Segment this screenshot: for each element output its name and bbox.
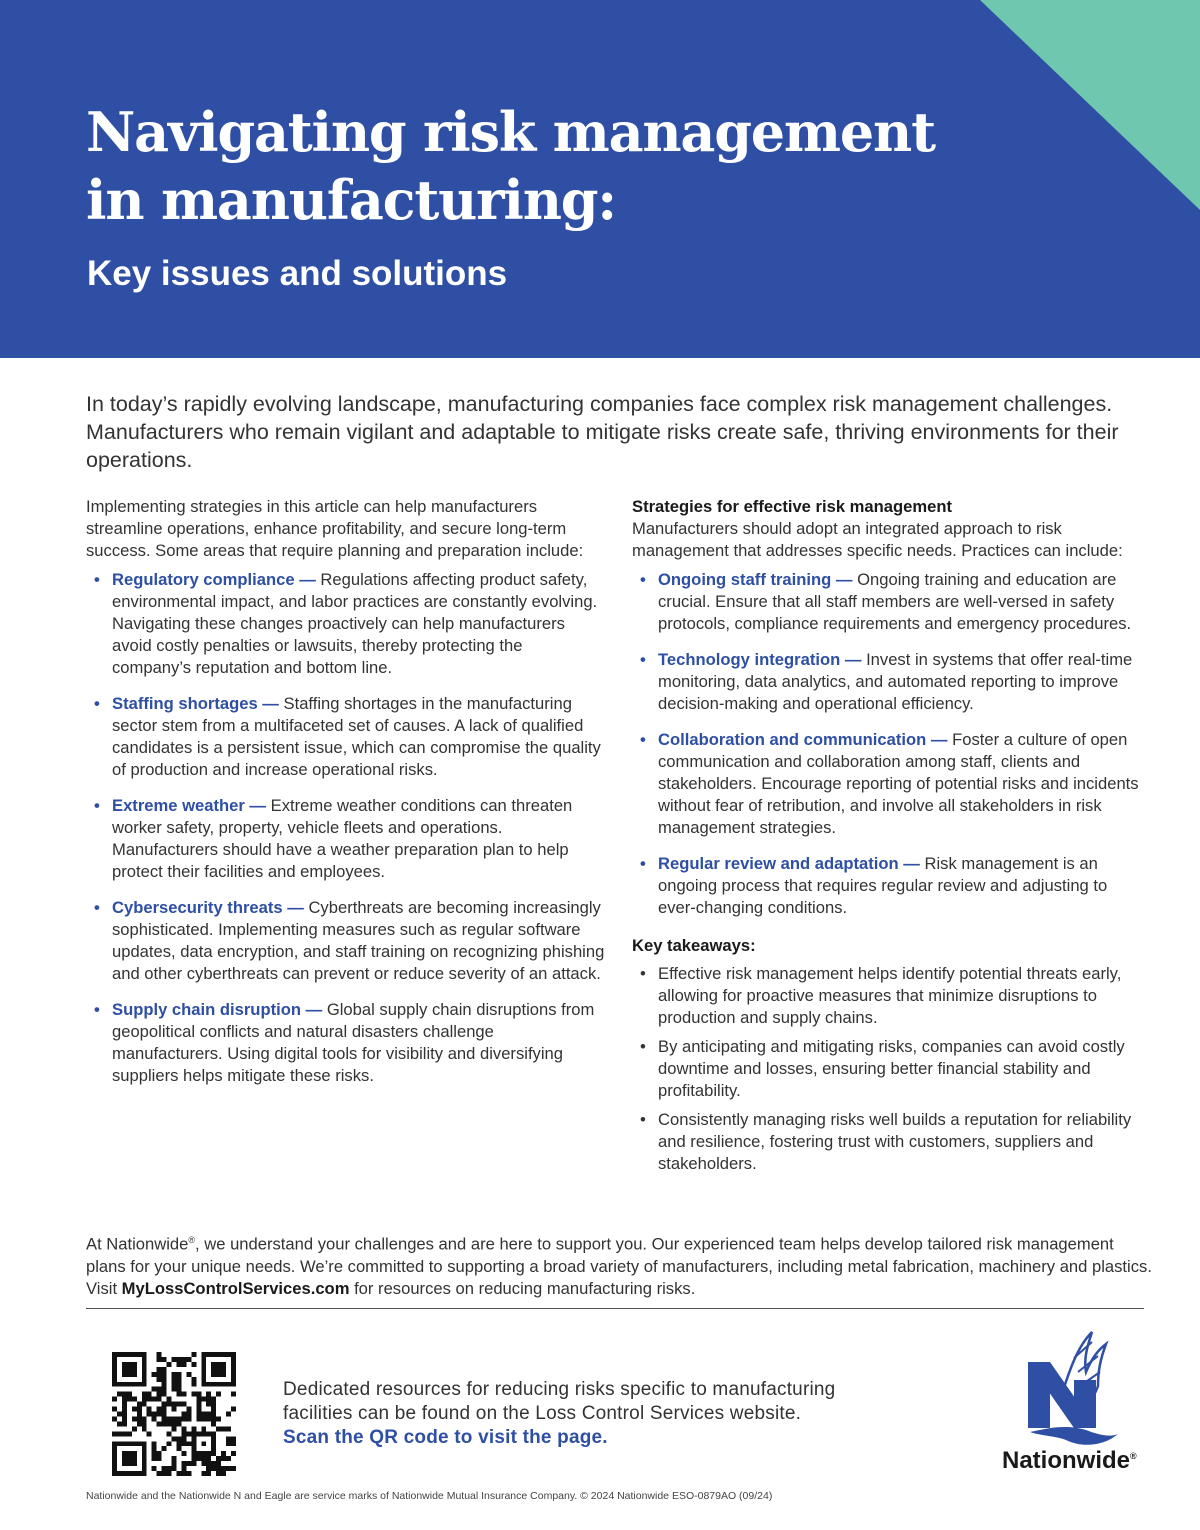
corner-accent <box>980 0 1200 220</box>
bullet-icon: • <box>94 796 100 815</box>
qr-code-icon[interactable] <box>112 1352 236 1476</box>
title-line-1: Navigating risk management <box>86 100 935 164</box>
bullet-icon: • <box>640 570 646 589</box>
list-item <box>632 853 1148 919</box>
divider <box>86 1308 1144 1309</box>
qr-text: Dedicated resources for reducing risks specific to manufacturing facilities can be found on the Loss Control Services website. <box>283 1379 836 1424</box>
right-lead: Manufacturers should adopt an integrated approach to risk management that addresses specific needs. Practices can include: <box>632 519 1123 560</box>
item-text: Invest in systems that offer real-time monitoring, data analytics, and automated reporting to improve decision-making and operational efficiency. <box>658 650 1133 713</box>
qr-cta: Scan the QR code to visit the page. <box>283 1427 608 1448</box>
list-item <box>632 569 1148 635</box>
list-item <box>632 649 1148 715</box>
title-line-2: in manufacturing: <box>86 168 617 232</box>
page-subtitle: Key issues and solutions <box>87 254 508 293</box>
bullet-icon: • <box>640 1037 646 1056</box>
list-item <box>86 897 606 985</box>
strategies-heading: Strategies for effective risk management <box>632 497 953 516</box>
strategies-list <box>632 569 1148 919</box>
registered-mark: ® <box>188 1235 196 1245</box>
list-item <box>86 693 606 781</box>
intro-paragraph: In today’s rapidly evolving landscape, manufacturing companies face complex risk management challenges. Manufacturers who remain vigilant and adaptable to mitigate risks create safe, thriving environments for their operations. <box>86 392 1119 472</box>
bullet-icon: • <box>94 570 100 589</box>
takeaway-text: Consistently managing risks well builds a reputation for reliability and resilience, fostering trust with customers, suppliers and stakeholders. <box>658 1110 1132 1173</box>
list-item <box>632 963 1148 1029</box>
item-text: Staffing shortages in the manufacturing sector stem from a multifaceted set of causes. A lack of qualified candidates is a persistent issue, which can compromise the quality of production and increase operational risks. <box>112 694 601 779</box>
item-text: Extreme weather conditions can threaten worker safety, property, vehicle fleets and operations. Manufacturers should have a weather preparation plan to help protect their facilities and employees. <box>112 796 573 881</box>
item-term: Staffing shortages — <box>112 694 279 713</box>
legal-footer: Nationwide and the Nationwide N and Eagle are service marks of Nationwide Mutual Insurance Company. © 2024 Nationwide ESO-0879AO (09/24) <box>86 1490 773 1502</box>
list-item <box>632 729 1148 839</box>
takeaways-heading: Key takeaways: <box>632 936 756 955</box>
takeaway-text: By anticipating and mitigating risks, companies can avoid costly downtime and losses, ensuring better financial stability and profitability. <box>658 1037 1125 1100</box>
item-term: Extreme weather — <box>112 796 267 815</box>
list-item <box>86 569 606 679</box>
list-item <box>86 795 606 883</box>
bullet-icon: • <box>94 1000 100 1019</box>
bullet-icon: • <box>640 650 646 669</box>
left-lead: Implementing strategies in this article can help manufacturers streamline operations, enhance profitability, and secure long-term success. Some areas that require planning and preparation include: <box>86 497 584 560</box>
list-item <box>632 1036 1148 1102</box>
takeaway-text: Effective risk management helps identify potential threats early, allowing for proactive measures that minimize disruptions to production and supply chains. <box>658 964 1122 1027</box>
risk-areas-list <box>86 569 606 1087</box>
closing-text-2: , we understand your challenges and are here to support you. Our experienced team helps develop tailored risk management plans for your unique needs. We’re committed to supporting a broad variety of manufacturers, including metal fabrication, machinery and plastics. Visit <box>86 1234 1152 1298</box>
item-term: Supply chain disruption — <box>112 1000 323 1019</box>
closing-paragraph <box>86 1229 1156 1300</box>
left-column <box>86 496 606 1101</box>
item-term: Technology integration — <box>658 650 862 669</box>
takeaways-list <box>632 963 1148 1175</box>
header-banner <box>0 0 1200 358</box>
list-item <box>86 999 606 1087</box>
logo-word: Nationwide <box>1002 1447 1131 1474</box>
bullet-icon: • <box>640 1110 646 1129</box>
right-column <box>632 496 1148 1182</box>
website-link[interactable]: MyLossControlServices.com <box>121 1278 350 1298</box>
item-text: Risk management is an ongoing process that requires regular review and adjusting to ever-changing conditions. <box>658 854 1108 917</box>
item-text: Regulations affecting product safety, environmental impact, and labor practices are constantly evolving. Navigating these changes proactively can help manufacturers avoid costly penalties or lawsuits, thereby protecting the company’s reputation and bottom line. <box>112 570 598 677</box>
item-term: Regular review and adaptation — <box>658 854 920 873</box>
item-text: Ongoing training and education are crucial. Ensure that all staff members are well-versed in safety protocols, compliance requirements and emergency procedures. <box>658 570 1132 633</box>
list-item <box>632 1109 1148 1175</box>
bullet-icon: • <box>640 730 646 749</box>
item-text: Foster a culture of open communication and collaboration among staff, clients and stakeholders. Encourage reporting of potential risks and incidents without fear of retribution, and involve all stakeholders in risk management strategies. <box>658 730 1139 837</box>
item-term: Ongoing staff training — <box>658 570 853 589</box>
logo-registered-mark: ® <box>1130 1451 1137 1461</box>
item-text: Cyberthreats are becoming increasingly sophisticated. Implementing measures such as regular software updates, data encryption, and staff training on recognizing phishing and other cyberthreats can prevent or reduce severity of an attack. <box>112 898 605 983</box>
qr-description <box>283 1378 843 1450</box>
bullet-icon: • <box>640 964 646 983</box>
item-term: Regulatory compliance — <box>112 570 316 589</box>
bullet-icon: • <box>640 854 646 873</box>
bullet-icon: • <box>94 898 100 917</box>
item-term: Collaboration and communication — <box>658 730 948 749</box>
closing-text-1: At Nationwide <box>86 1234 189 1254</box>
logo-wordmark <box>1002 1447 1137 1475</box>
item-term: Cybersecurity threats — <box>112 898 304 917</box>
bullet-icon: • <box>94 694 100 713</box>
item-text: Global supply chain disruptions from geopolitical conflicts and natural disasters challenge manufacturers. Using digital tools for visibility and diversifying suppliers helps mitigate these risks. <box>112 1000 595 1085</box>
page-title <box>86 98 935 234</box>
closing-text-3: for resources on reducing manufacturing risks. <box>349 1278 696 1298</box>
